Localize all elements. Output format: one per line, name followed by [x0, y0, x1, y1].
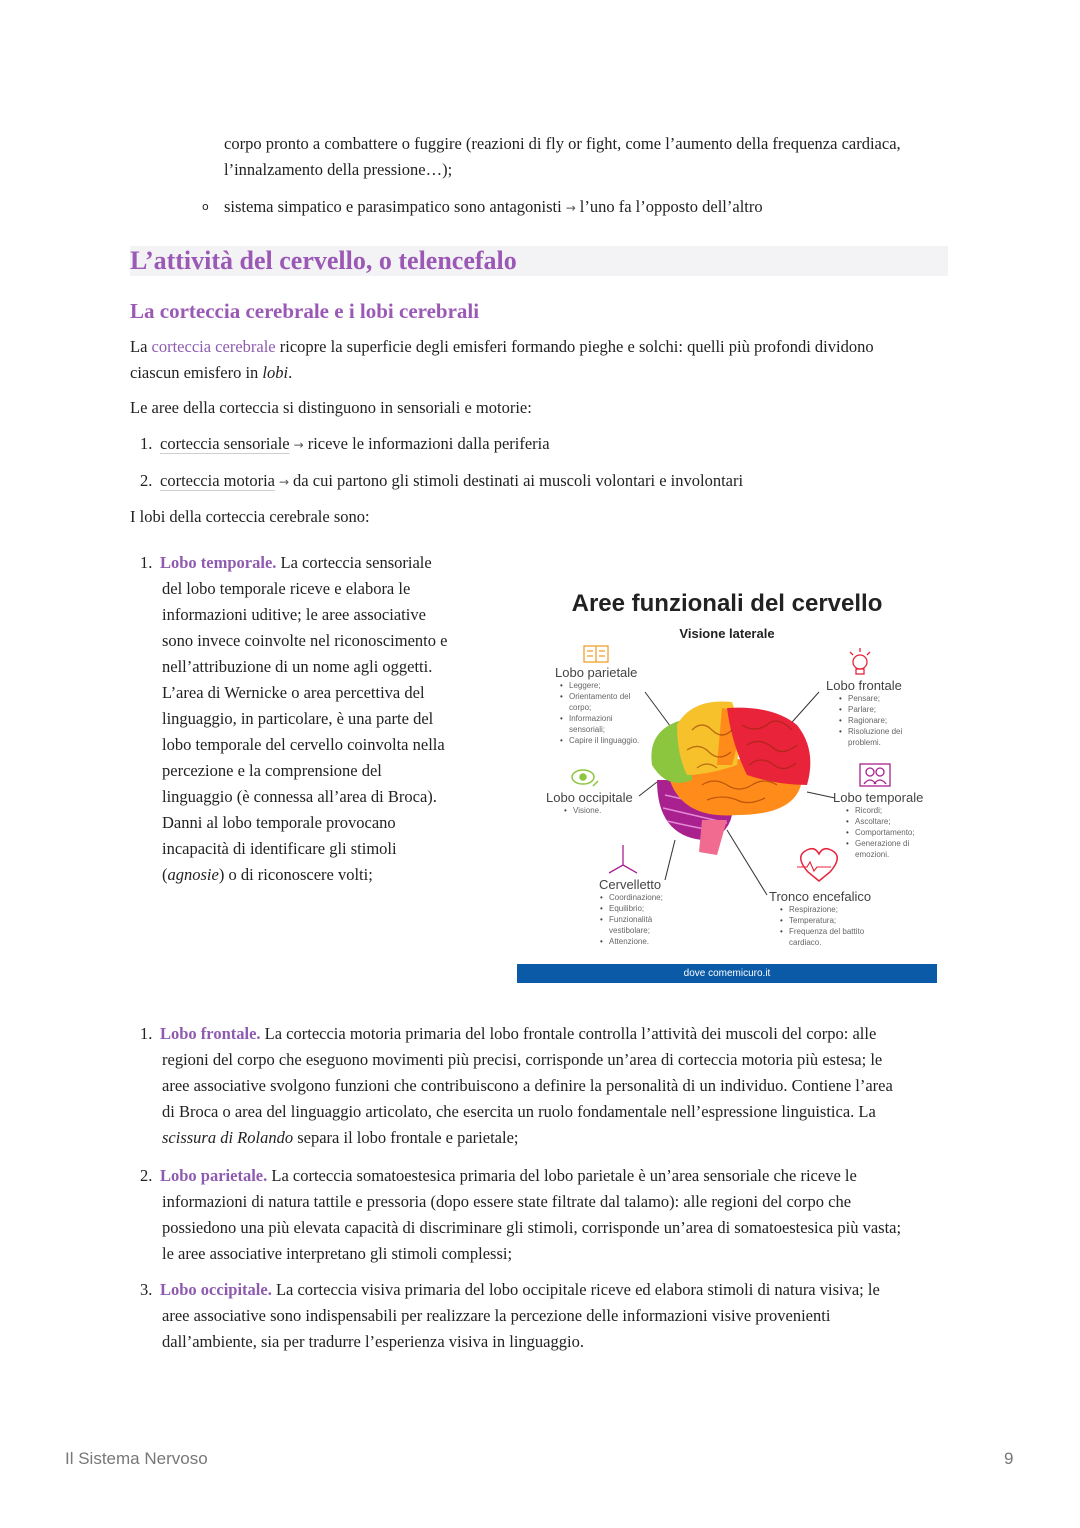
lobe-frontale-text: 1. Lobo frontale. La corteccia motoria primaria del lobo frontale controlla l’attività dei muscoli del corpo: alle regioni del corpo che eseguono movimenti più precisi, corrisponde un’area di corteccia motoria più estesa; le aree associative svolgono funzioni che contribuiscono a definire la personalità di un individuo. Contiene l’area di Broca o area del linguaggio articolato, che esercita un ruolo fondamentale nell’espressione linguistica. La scissura di Rolando separa il lobo frontale e parietale;	[140, 1024, 893, 1147]
heart-icon	[797, 849, 837, 881]
infographic-subtitle: Visione laterale	[679, 626, 775, 641]
footer-title: Il Sistema Nervoso	[65, 1449, 208, 1468]
infographic-title: Aree funzionali del cervello	[571, 590, 883, 617]
label-lobo-parietale: Lobo parietale • Leggere; • Orientamento del corpo; • Informazioni sensoriali; • Capire il linguaggio.	[555, 665, 639, 746]
lobe-title: Lobo frontale.	[160, 1024, 261, 1043]
lobe-temporale-text: 1. Lobo temporale. La corteccia sensoriale del lobo temporale riceve e elabora le informazioni uditive; le aree associative sono invece coinvolte nel riconoscimento e nell’attribuzione di un nome agli oggetti. L’area di Wernicke o area percettiva del linguaggio, in particolare, è una parte del lobo temporale del cervello coinvolta nella percezione e la comprensione del linguaggio (è connessa all’area di Broca). Danni al lobo temporale provocano incapacità di identificare gli stimoli (agnosie) o di riconoscere volti;	[140, 553, 448, 884]
lobe-occipitale-text: 3. Lobo occipitale. La corteccia visiva primaria del lobo occipitale riceve ed elabora stimoli di natura visiva; le aree associative sono indispensabili per realizzare la percezione delle informazioni visive provenienti dall’ambiente, sia per tradurre l’esperienza visiva in linguaggio.	[140, 1280, 880, 1351]
term-corteccia-cerebrale: corteccia cerebrale	[151, 337, 276, 356]
axes-icon	[609, 845, 637, 873]
paragraph-aree: Le aree della corteccia si distinguono in sensoriali e motorie:	[130, 398, 532, 417]
arrow-icon: →	[278, 475, 290, 489]
paragraph-lobi: I lobi della corteccia cerebrale sono:	[130, 507, 370, 526]
label-tronco-encefalico: Tronco encefalico • Respirazione; • Temperatura; • Frequenza del battito cardiaco.	[769, 889, 871, 948]
intro-line-1: corpo pronto a combattere o fuggire (reazioni di fly or fight, come l’aumento della frequenza cardiaca,	[224, 134, 901, 153]
arrow-icon: →	[565, 201, 576, 215]
lobe-title: Lobo parietale.	[160, 1166, 268, 1185]
eye-icon	[572, 770, 598, 786]
subsection-title: La corteccia cerebrale e i lobi cerebrali	[130, 299, 480, 323]
intro-bullet: sistema simpatico e parasimpatico sono antagonisti → l’uno fa l’opposto dell’altro	[224, 197, 763, 216]
list-item: 1. corteccia sensoriale → riceve le informazioni dalla periferia	[140, 434, 550, 453]
list-item: 2. corteccia motoria → da cui partono gli stimoli destinati ai muscoli volontari e involontari	[140, 471, 744, 490]
label-cervelletto: Cervelletto • Coordinazione; • Equilibrio; • Funzionalità vestibolare; • Attenzione.	[599, 877, 663, 947]
brainstem-shape	[699, 820, 727, 855]
lobe-parietale-text: 2. Lobo parietale. La corteccia somatoestesica primaria del lobo parietale è un’area sensoriale che riceve le informazioni di natura tattile e pressoria (dopo essere state filtrate dal talamo): alle regioni del corpo che possiedono una più elevata capacità di discriminare gli stimoli, corrisponde un’area di somatoestesica più vasta; le aree associative interpretano gli stimoli complessi;	[140, 1166, 902, 1263]
section-title: L’attività del cervello, o telencefalo	[130, 246, 948, 276]
label-lobo-occipitale: Lobo occipitale • Visione.	[546, 790, 633, 816]
label-lobo-frontale: Lobo frontale • Pensare; • Parlare; • Ragionare; • Risoluzione dei problemi.	[826, 678, 902, 748]
paragraph-corteccia: La corteccia cerebrale ricopre la superficie degli emisferi formando pieghe e solchi: quelli più profondi dividono ciascun emisfero in lobi.	[130, 337, 874, 382]
lobe-title: Lobo occipitale.	[160, 1280, 272, 1299]
brain-diagram	[517, 580, 937, 985]
lobe-title: Lobo temporale.	[160, 553, 277, 572]
intro-line-2: l’innalzamento della pressione…);	[224, 160, 453, 179]
bullet-marker: o	[202, 200, 209, 213]
brand-bar	[517, 964, 937, 983]
arrow-icon: →	[293, 438, 304, 452]
people-icon	[860, 764, 890, 786]
brain-infographic	[517, 580, 937, 985]
brand-logo: dove comemicuro.it	[683, 968, 771, 979]
book-icon	[584, 646, 608, 662]
page-number: 9	[1004, 1449, 1014, 1468]
label-lobo-temporale: Lobo temporale • Ricordi; • Ascoltare; • Comportamento; • Generazione di emozioni.	[833, 790, 923, 860]
lightbulb-icon	[850, 648, 870, 674]
